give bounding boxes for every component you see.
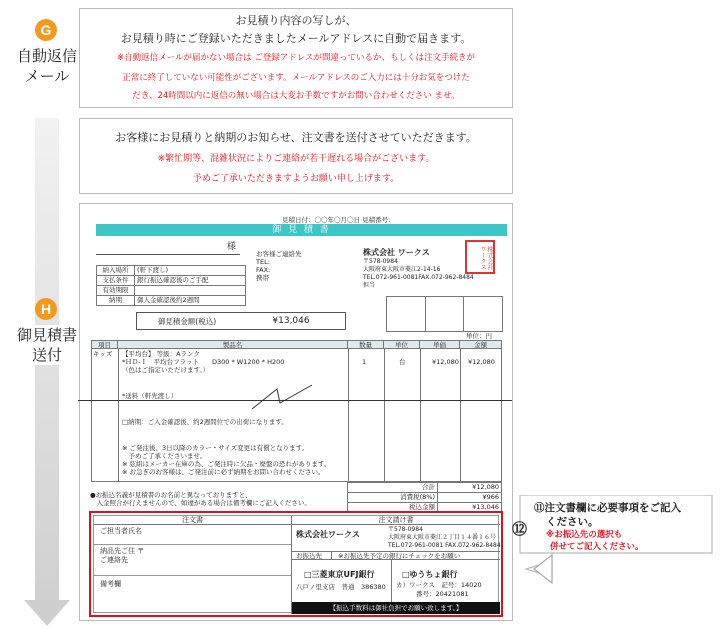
delivery-line: □納期：ご入金確認後、約2週間位での出荷になります。: [122, 418, 288, 426]
step-g-label-2: メール: [24, 67, 70, 85]
order-company-address: [388, 526, 501, 550]
bank-note-line: ●お振込名義が見積書のお名前と異なっておりますと、: [90, 491, 252, 499]
issuer-tanto: 担当: [363, 282, 376, 289]
info-label: 支払条件: [97, 276, 135, 286]
contact-mobile: 携帯: [256, 274, 269, 282]
items-header-row: [92, 341, 501, 349]
auto-reply-box: [79, 8, 513, 108]
order-zip: 〒578-0984: [388, 526, 423, 533]
step-h-badge: H: [35, 298, 57, 320]
order-field-address[interactable]: 納品先ご住 〒: [100, 547, 145, 555]
info-value: [135, 286, 246, 296]
contact-tel: TEL:: [256, 258, 270, 266]
down-arrow-icon: [24, 118, 70, 626]
header-product: 製品名: [118, 341, 348, 348]
progress-arrow: [24, 118, 70, 626]
header-qty: 数量: [348, 341, 384, 348]
payto-row: [292, 551, 500, 560]
order-address: 大阪府東大阪市菱江２丁目１４番１６号: [388, 534, 497, 541]
header-price: 単価: [420, 341, 460, 348]
item-qty: 1: [362, 358, 367, 366]
quote-notice-warning-2: 予めご了承いただきますようお願い申し上げます。: [192, 174, 400, 184]
quote-info-table: [96, 265, 246, 306]
order-company: 株式会社ワークス: [296, 530, 360, 539]
callout-warning-2: 併せてご記入ください。: [550, 542, 644, 552]
quote-title: 御 見 積 書: [96, 224, 507, 236]
auto-reply-warning-2: 正常に終了していない可能性がございます。メールアドレスのご入力には十分お気をつけた: [122, 73, 470, 83]
fee-note: 【振込手数料は御社負担でお願い致します。】: [292, 602, 500, 614]
order-form: [93, 515, 499, 613]
callout-number: ⑫: [512, 520, 528, 538]
payto-label: お振込先: [292, 552, 332, 559]
header-unit: 単位: [384, 341, 420, 348]
item-line: *ＨＤ-Ｉ 平均台フラット D300 * W1200 * H200: [122, 358, 285, 366]
bank-ufj-branch: 八戸ノ里支店 普通 386380: [296, 583, 386, 591]
info-label: 納入場所: [97, 266, 135, 276]
order-field-name[interactable]: ご担当者氏名: [94, 525, 291, 545]
bank-name-note: [90, 491, 311, 507]
info-value: (軒下渡し): [135, 266, 246, 276]
quote-total-box: [136, 312, 346, 330]
info-value: 銀行振込確認後のご手配: [135, 276, 246, 286]
step-h-label-2: 送付: [31, 346, 62, 364]
sum-label: 合計: [348, 483, 438, 493]
sum-label: 消費税(8%): [348, 493, 438, 503]
auto-reply-warning-3: だき、24時間以内に返信の無い場合は大変お手数ですがお問い合わせください ませ。: [132, 91, 460, 101]
note-line: ※ ご発注後、3日以降のカラー・サイズ変更は有償となります。: [122, 444, 309, 452]
quote-meta: 見積日付：〇〇年〇月〇日 見積番号：: [282, 216, 395, 224]
quote-total-label: 御見積金額(税込): [157, 316, 217, 326]
order-field-contact[interactable]: ご連絡先: [94, 556, 291, 576]
shipping-line: *送料（軒先渡し）: [122, 392, 178, 400]
quote-total-value: ¥13,046: [272, 315, 310, 326]
item-amount: ¥12,080: [468, 358, 495, 366]
bank-yucho-name: カ）ワークス 記号：14020: [396, 581, 482, 589]
header-amount: 金額: [474, 341, 487, 349]
bank-note-line: 入金照合が行えませんので、如違がある場合は備考欄にご記入ください。: [90, 499, 311, 507]
order-left-title: 注文書: [94, 516, 291, 525]
contact-block: [256, 250, 302, 282]
bank-option-yucho[interactable]: [392, 560, 500, 602]
bank-yucho-checkbox[interactable]: □ゆうちょ銀行: [402, 570, 458, 579]
order-right-title: 注文請け書: [292, 516, 500, 525]
callout-line-2: ください。: [546, 516, 599, 528]
issuer-block: [363, 248, 474, 290]
quote-notice-warning-1: ※繁忙期等、混雑状況によりご連絡が若干遅れる場合がございます。: [157, 154, 435, 164]
company-seal-icon: 株式会社ワークス: [465, 240, 495, 274]
quote-notice-line: お客様にお見積りと納期のお知らせ、注文書を送付させていただきます。: [115, 131, 477, 144]
header-item: 項目: [92, 341, 118, 348]
step-g-label-1: 自動返信: [16, 47, 77, 65]
customer-name-line: 様: [96, 240, 240, 255]
sum-value: ¥12,080: [438, 483, 502, 493]
approval-stamp-boxes: [386, 296, 503, 332]
issuer-zip: 〒578-0984: [363, 258, 398, 265]
info-value: 御入金確認後約2週間: [135, 296, 246, 306]
bank-ufj-checkbox[interactable]: □三菱東京UFJ銀行: [304, 570, 375, 579]
auto-reply-warning-1: ※自動返信メールが届かない場合は ご登録アドレスが間違っているか、もしくは注文手続きが: [117, 53, 475, 63]
payto-note: ※お振込先予定の銀行にチェックをお願い: [338, 552, 461, 560]
order-telfax: TEL.072-961-0081 FAX.072-962-8484: [388, 542, 501, 549]
sum-label: 税込金額: [348, 503, 438, 513]
notes-block: [122, 444, 330, 476]
contact-fax: FAX:: [256, 266, 271, 274]
step-h-label-1: 御見積書: [16, 326, 77, 344]
item-line: 【平均台】 等級：Aランク: [122, 350, 200, 358]
order-field-remarks[interactable]: 備考欄: [100, 580, 121, 588]
item-category: キッズ: [93, 350, 113, 358]
sum-value: ¥13,046: [438, 503, 502, 513]
issuer-company: 株式会社 ワークス: [363, 248, 430, 257]
callout-warning-1: ※お振込先の選択も: [546, 530, 623, 540]
order-right: [292, 516, 500, 614]
info-label: 有効期限: [97, 286, 135, 296]
step-g-badge: G: [35, 19, 57, 41]
item-line: （色はご指定いただけます。）: [122, 366, 210, 374]
scribble-icon: [252, 381, 332, 411]
callout-text: [534, 501, 720, 553]
summary-table: [347, 482, 502, 513]
item-description: [122, 350, 284, 374]
fold-line: [78, 400, 512, 401]
auto-reply-line-2: お見積り時にご登録いただきましたメールアドレスに自動で届きます。: [120, 32, 472, 45]
info-label: 納期: [97, 296, 135, 306]
auto-reply-line-1: お見積り内容の写しが、: [235, 14, 357, 27]
item-price: ¥12,080: [432, 358, 459, 366]
items-table: [91, 340, 502, 482]
issuer-telfax: TEL.072-961-0081FAX.072-962-8484: [363, 274, 474, 281]
order-left: [94, 516, 292, 614]
note-line: ※ お急ぎのお客様は、ご発注前に必ず納期をお問い合わせください。: [122, 468, 325, 476]
item-unit: 台: [399, 358, 406, 366]
note-line: 予めご了承くださいませ。: [122, 452, 207, 460]
issuer-address: 大阪府東大阪市菱江2-14-16: [363, 266, 441, 273]
unit-note: 単位：円: [466, 332, 492, 340]
callout-line-1: ⑪注文書欄に必要事項をご記入: [534, 502, 681, 514]
bank-yucho-number: 番号：20421081: [416, 590, 469, 598]
quote-notice-box: [79, 118, 513, 194]
bank-option-ufj[interactable]: [292, 560, 392, 602]
contact-label: お客様ご連絡先: [256, 250, 302, 258]
sum-value: ¥966: [438, 493, 502, 503]
note-line: ※ 弦組はメーカー在庫の為、ご発注時に欠品・廃盤の恐れがあります。: [122, 460, 331, 468]
